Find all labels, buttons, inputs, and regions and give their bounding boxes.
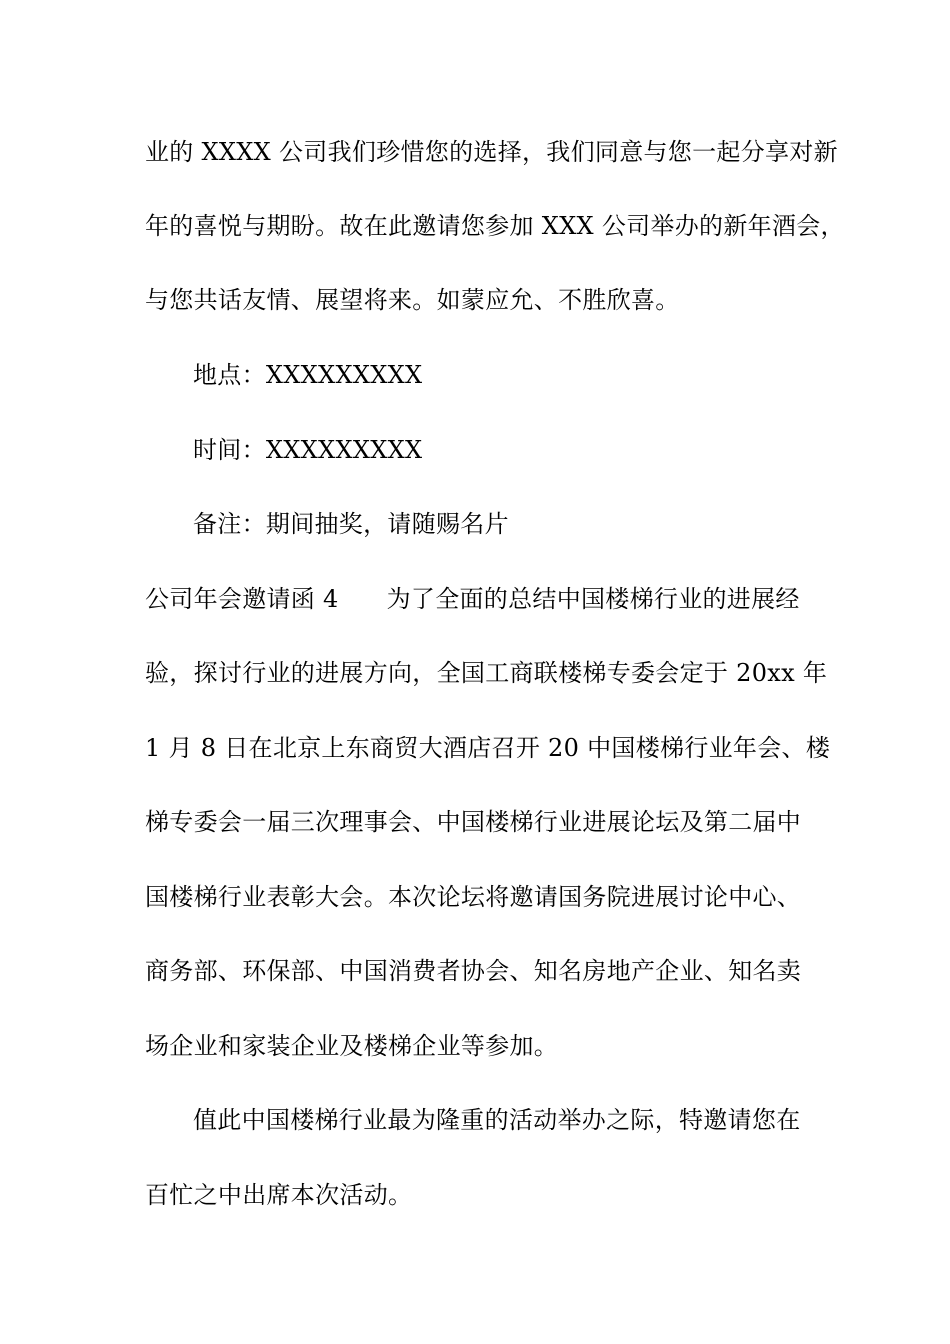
time-line: 时间：XXXXXXXXX xyxy=(193,436,423,464)
section-4-line-1: 为了全面的总结中国楼梯行业的进展经 xyxy=(386,585,800,613)
section-4-line-4: 梯专委会一届三次理事会、中国楼梯行业进展论坛及第二届中 xyxy=(145,808,802,836)
section-4-line-2: 验，探讨行业的进展方向，全国工商联楼梯专委会定于 20xx 年 xyxy=(145,659,828,687)
section-4-line-5: 国楼梯行业表彰大会。本次论坛将邀请国务院进展讨论中心、 xyxy=(145,883,802,911)
location-line: 地点：XXXXXXXXX xyxy=(193,361,423,389)
section-4-first-line xyxy=(145,584,800,614)
note-line: 备注：期间抽奖，请随赐名片 xyxy=(193,510,509,538)
section-4-line-3: 1 月 8 日在北京上东商贸大酒店召开 20 中国楼梯行业年会、楼 xyxy=(145,734,831,762)
paragraph-1-line-3: 与您共话友情、展望将来。如蒙应允、不胜欣喜。 xyxy=(145,286,680,314)
final-paragraph-line-2: 百忙之中出席本次活动。 xyxy=(145,1181,413,1209)
section-4-heading: 公司年会邀请函 4 xyxy=(145,585,339,613)
final-paragraph-line-1: 值此中国楼梯行业最为隆重的活动举办之际，特邀请您在 xyxy=(193,1106,801,1134)
paragraph-1-line-1: 业的 XXXX 公司我们珍惜您的选择，我们同意与您一起分享对新 xyxy=(145,138,838,166)
section-4-line-6: 商务部、环保部、中国消费者协会、知名房地产企业、知名卖 xyxy=(145,957,802,985)
section-4-line-7: 场企业和家装企业及楼梯企业等参加。 xyxy=(145,1032,559,1060)
paragraph-1-line-2: 年的喜悦与期盼。故在此邀请您参加 XXX 公司举办的新年酒会， xyxy=(145,212,845,240)
